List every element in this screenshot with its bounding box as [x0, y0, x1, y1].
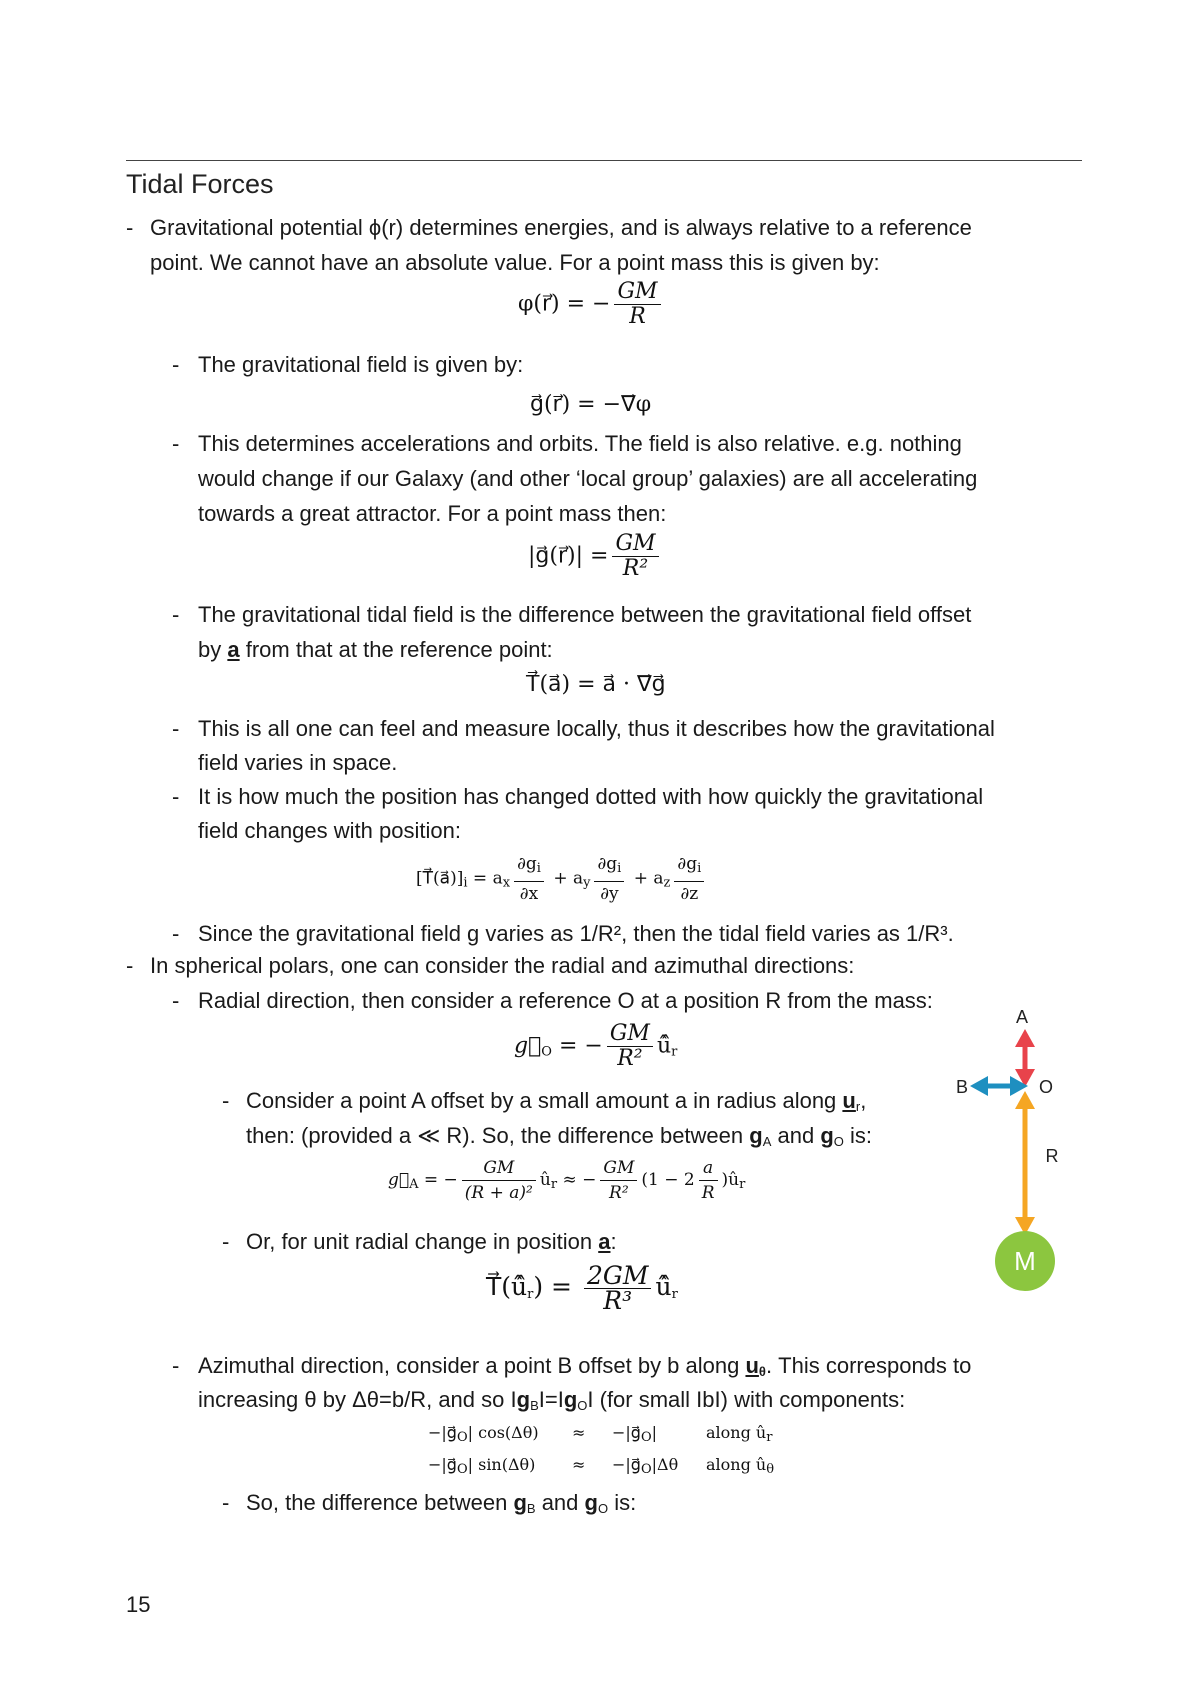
text-line: Azimuthal direction, consider a point B offset by b along $u_\theta$. This corresponds to: [198, 1353, 972, 1379]
equation-tidal: T⃗(a⃗) = a⃗ · ∇⃗g⃗: [526, 672, 666, 697]
bullet-dash: -: [126, 215, 134, 240]
header-rule: [126, 160, 1082, 161]
equation-gO: $g⃗_O$ = − $\frac{GM}{\text{R²}}$ $û̂_r$: [514, 1021, 678, 1071]
arrow-r: [1015, 1091, 1035, 1235]
bullet-dash: -: [222, 1088, 230, 1113]
equation-components-row-1-approx: ≈: [572, 1423, 586, 1442]
text-line: It is how much the position has changed dotted with how quickly the gravitational: [198, 784, 984, 809]
equation-components-row-1-rhs: $-|g⃗_O|$: [612, 1423, 658, 1445]
equation-field: g⃗(r⃗) = −∇⃗φ: [530, 392, 652, 417]
bullet-dash: -: [172, 1353, 180, 1378]
text-line: increasing θ by Δθ=b/R, and so $Ig_BI=Ig_OI$ (for small IbI) with components:: [198, 1387, 906, 1413]
arrow-a: [1015, 1029, 1035, 1087]
equation-gA: $g⃗_A$ = − $\frac{GM}{\text{(R + a)²}}$ $û_r$ ≈ − $\frac{GM}{\text{R²}}$ (1 − 2 $\frac{a}{R}$ )$û_r$: [388, 1158, 746, 1203]
section-title: Tidal Forces: [126, 169, 274, 199]
text-line: Or, for unit radial change in position a:: [246, 1229, 617, 1254]
equation-field-magnitude: |g⃗(r⃗)| = $\frac{GM}{\text{R²}}$: [528, 532, 663, 581]
text-line: would change if our Galaxy (and other ‘local group’ galaxies) are all accelerating: [198, 466, 978, 491]
equation-potential: φ(r⃗) = − $\frac{GM}{R}$: [518, 280, 665, 329]
bullet-dash: -: [126, 953, 134, 978]
bullet-dash: -: [172, 602, 180, 627]
text-line: This determines accelerations and orbits. The field is also relative. e.g. nothing: [198, 431, 962, 456]
label-o: O: [1038, 1077, 1054, 1097]
equation-components-row-2: $-|g⃗_O|$ sin(Δθ): [428, 1455, 536, 1477]
text-line: field changes with position:: [198, 818, 461, 843]
equation-components-row-1: $-|g⃗_O|$ cos(Δθ): [428, 1423, 539, 1445]
bullet-dash: -: [172, 352, 180, 377]
page-number: 15: [126, 1592, 151, 1617]
bullet-dash: -: [172, 784, 180, 809]
text-line: by a from that at the reference point:: [198, 637, 553, 662]
equation-components-row-2-along: along $û_\theta$: [706, 1455, 775, 1477]
text-line: Consider a point A offset by a small amount a in radius along $u_r$,: [246, 1088, 867, 1114]
tidal-diagram: [950, 1005, 1110, 1305]
bullet-dash: -: [172, 988, 180, 1013]
text-line: So, the difference between $g_B$ and $g_O$ is:: [246, 1490, 637, 1516]
text-line: The gravitational tidal field is the difference between the gravitational field offset: [198, 602, 972, 627]
label-r: R: [1045, 1146, 1059, 1166]
text-line: point. We cannot have an absolute value. For a point mass this is given by:: [150, 250, 880, 275]
text-line: then: (provided a ≪ R). So, the difference between $g_A$ and $g_O$ is:: [246, 1123, 873, 1149]
text-line: In spherical polars, one can consider the radial and azimuthal directions:: [150, 953, 855, 978]
text-line: Gravitational potential ϕ(r) determines energies, and is always relative to a reference: [150, 215, 972, 240]
equation-components-row-2-approx: ≈: [572, 1455, 586, 1474]
equation-tidal-component: $[T⃗(a⃗)]_i = a_x$ $\frac{\partial g_i}{\partial x}$ + $a_y$ $\frac{\partial g_i}{\partial y}$ + $a_z$ $\frac{\partial g_i}{\partial z}$: [416, 852, 708, 906]
bullet-dash: -: [172, 716, 180, 741]
text-line: Radial direction, then consider a reference O at a position R from the mass:: [198, 988, 933, 1013]
bullet-dash: -: [172, 431, 180, 456]
label-b: B: [955, 1077, 969, 1097]
equation-components-row-2-rhs: $-|g⃗_O|\Delta\theta$: [612, 1455, 679, 1477]
text-line: This is all one can feel and measure locally, thus it describes how the gravitational: [198, 716, 995, 741]
bullet-dash: -: [222, 1490, 230, 1515]
text-line: field varies in space.: [198, 750, 398, 775]
bullet-dash: -: [222, 1229, 230, 1254]
text-line: Since the gravitational field g varies as 1/R², then the tidal field varies as 1/R³.: [198, 921, 954, 946]
text-line: The gravitational field is given by:: [198, 352, 524, 377]
label-m: M: [1014, 1246, 1036, 1276]
label-a: A: [1015, 1007, 1029, 1027]
text-line: towards a great attractor. For a point mass then:: [198, 501, 667, 526]
equation-tidal-unit: $T⃗(û̂_r)$ = $\frac{2GM}{\text{R³}}$ $û̂_r$: [486, 1261, 678, 1315]
bullet-dash: -: [172, 921, 180, 946]
equation-components-row-1-along: along $û_r$: [706, 1423, 773, 1445]
arrow-b: [970, 1076, 1028, 1096]
